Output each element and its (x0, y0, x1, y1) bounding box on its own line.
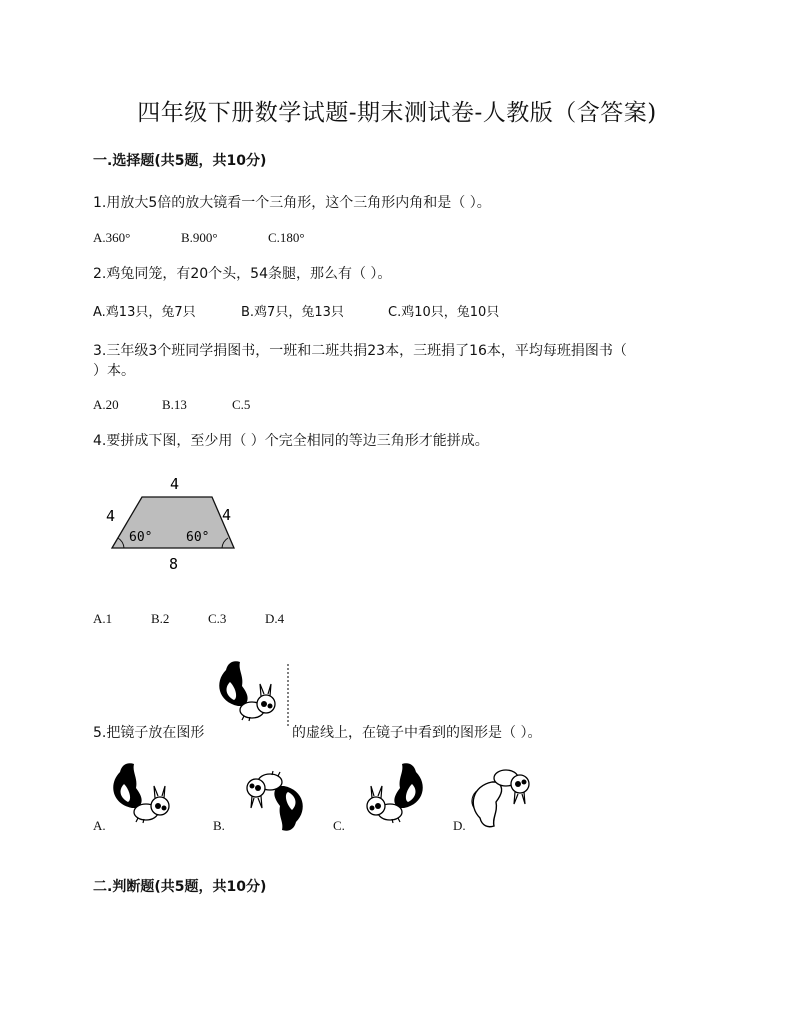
q5-option-c: C. (333, 818, 345, 833)
squirrel-eye-icon-2 (268, 704, 273, 709)
q5-option-a: A. (93, 818, 106, 833)
q5-option-c-squirrel-icon (348, 762, 428, 832)
q3-option-b: B.13 (162, 397, 187, 412)
q5-option-a-squirrel-icon (108, 762, 188, 832)
question-2: 2.鸡兔同笼，有20个头，54条腿，那么有（ ）。 (93, 266, 392, 282)
q1-option-a: A.360° (93, 230, 131, 245)
question-3-line-2: ）本。 (93, 363, 135, 379)
right-angle-label: 60° (186, 530, 210, 545)
page-title: 四年级下册数学试题-期末测试卷-人教版（含答案) (137, 100, 657, 126)
left-angle-label: 60° (129, 530, 153, 545)
trapezoid-figure (100, 470, 250, 575)
question-1: 1.用放大5倍的放大镜看一个三角形，这个三角形内角和是（ ）。 (93, 195, 491, 211)
question-3-line-1: 3.三年级3个班同学捐图书，一班和二班共捐23本，三班捐了16本，平均每班捐图书（ (93, 343, 627, 359)
top-side-label: 4 (170, 475, 180, 493)
right-side-label: 4 (222, 506, 232, 524)
q5-option-b: B. (213, 818, 225, 833)
q4-option-c: C.3 (208, 611, 227, 626)
q3-option-c: C.5 (232, 397, 251, 412)
q2-option-c: C.鸡10只，兔10只 (388, 305, 500, 320)
squirrel-eye-icon (261, 701, 267, 707)
question-4: 4.要拼成下图，至少用（ ）个完全相同的等边三角形才能拼成。 (93, 433, 489, 449)
question-5-part-2: 的虚线上，在镜子中看到的图形是（ ）。 (292, 725, 542, 741)
q2-option-a: A.鸡13只，兔7只 (93, 305, 196, 320)
left-side-label: 4 (106, 507, 116, 525)
q4-option-b: B.2 (151, 611, 170, 626)
q1-option-b: B.900° (181, 230, 218, 245)
q3-option-a: A.20 (93, 397, 119, 412)
q2-option-b: B.鸡7只，兔13只 (241, 305, 344, 320)
q4-option-d: D.4 (265, 611, 285, 626)
bottom-side-label: 8 (169, 555, 179, 573)
question-5-part-1: 5.把镜子放在图形 (93, 725, 205, 741)
squirrel-mirror-figure (214, 660, 294, 730)
q5-option-d-squirrel-icon (468, 758, 548, 830)
q5-option-b-squirrel-icon (228, 762, 308, 832)
q4-option-a: A.1 (93, 611, 113, 626)
section-heading-choice: 一.选择题(共5题，共10分) (93, 153, 267, 169)
squirrel-ears-icon (260, 684, 271, 696)
section-heading-true-false: 二.判断题(共5题，共10分) (93, 879, 267, 895)
q1-option-c: C.180° (268, 230, 305, 245)
q5-option-d: D. (453, 818, 466, 833)
